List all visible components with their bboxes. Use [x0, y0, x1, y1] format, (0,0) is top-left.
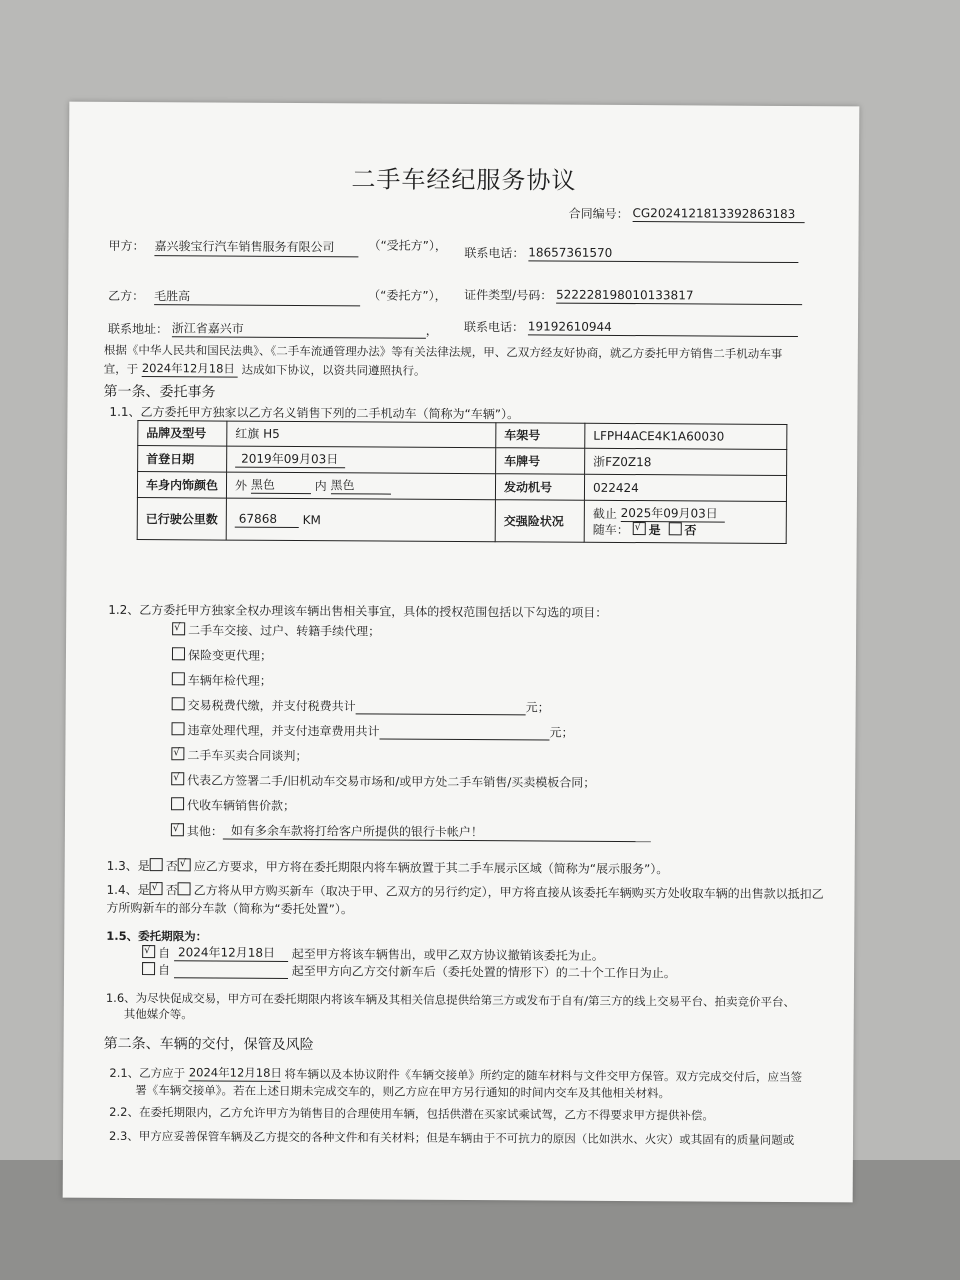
- option-8: 代收车辆销售价款；: [171, 797, 295, 814]
- option-7: √代表乙方签署二手/旧机动车交易市场和/或甲方处二手车销售/买卖模板合同；: [171, 772, 595, 791]
- option-checkbox[interactable]: [172, 647, 185, 660]
- reg-date-label: 首登日期: [138, 446, 227, 473]
- party-a-label: 甲方：: [108, 238, 145, 254]
- clause-1-4-no-checkbox[interactable]: [178, 882, 191, 895]
- insurance-value: 截止 2025年09月03日 随车： √ 是 否: [584, 500, 786, 543]
- party-b-phone: 联系电话： 19192610944: [464, 318, 798, 337]
- term-a-checkbox[interactable]: [142, 945, 155, 958]
- party-b-name: 毛胜高: [154, 288, 360, 306]
- reg-date-value: 2019年09月03日: [227, 446, 496, 474]
- color-value: 外 黑色 内 黑色: [226, 472, 495, 500]
- clause-2-3: 2.3、甲方应妥善保管车辆及乙方提交的各种文件和有关材料；但是车辆由于不可抗力的原因（比如洪水、火灾）或其固有的质量问题或: [108, 1128, 795, 1148]
- mileage-value: 67868 KM: [226, 498, 495, 542]
- article-1-title: 第一条、委托事务: [103, 383, 216, 401]
- preamble-line-2: 宜，于 2024年12月18日 达成如下协议，以资共同遵照执行。: [103, 361, 426, 378]
- party-a-name: 嘉兴骏宝行汽车销售服务有限公司: [154, 238, 358, 257]
- vehicle-table: [137, 420, 788, 544]
- document-title: 二手车经纪服务协议: [351, 165, 577, 195]
- clause-1-2: 1.2、乙方委托甲方独家全权办理该车辆出售相关事宜，具体的授权范围包括以下勾选的项目：: [108, 602, 608, 620]
- vin-label: 车架号: [496, 423, 585, 449]
- option-checkbox[interactable]: [172, 622, 185, 635]
- option-5: 违章处理代理，并支付违章费用共计 元；: [171, 722, 573, 740]
- term-option-b: 自 起至甲方向乙方交付新车后（委托处置的情形下）的二十个工作日为止。: [142, 962, 676, 981]
- plate-label: 车牌号: [496, 448, 585, 475]
- option-1: √二手车交接、过户、转籍手续代理；: [172, 622, 380, 639]
- plate-value: 浙FZ0Z18: [585, 448, 787, 475]
- address: 联系地址： 浙江省嘉兴市 ，: [107, 321, 438, 338]
- table-row: [138, 446, 787, 476]
- option-checkbox[interactable]: [172, 697, 185, 710]
- option-9: √其他： 如有多余车款将打给客户所提供的银行卡帐户！: [171, 822, 651, 842]
- option-2: 保险变更代理；: [172, 647, 272, 664]
- clause-1-4: 1.4、是√ 否 乙方将从甲方购买新车（取决于甲、乙双方的另行约定），甲方将直接从该委托车辆购买方处收取车辆的出售款以抵扣乙: [106, 882, 823, 902]
- engine-label: 发动机号: [495, 474, 584, 501]
- option-6: √二手车买卖合同谈判；: [171, 747, 307, 764]
- party-b-id: 证件类型/号码： 522228198010133817: [464, 286, 802, 305]
- option-checkbox[interactable]: [171, 772, 184, 785]
- table-row: [137, 472, 786, 502]
- mileage-label: 已行驶公里数: [137, 498, 226, 541]
- brand-value: 红旗 H5: [227, 421, 496, 448]
- insurance-yes-checkbox[interactable]: [633, 522, 646, 535]
- article-2-title: 第二条、车辆的交付，保管及风险: [103, 1035, 314, 1054]
- option-checkbox[interactable]: [171, 823, 184, 836]
- engine-value: 022424: [584, 474, 786, 501]
- clause-2-1-cont: 署《车辆交接单》。若在上述日期未完成交车的，则乙方应在甲方另行通知的时间内交车及其他相关材料。: [135, 1083, 671, 1101]
- clause-1-3-yes-checkbox[interactable]: [150, 858, 163, 871]
- party-a-role: （“受托方”），: [368, 238, 447, 253]
- color-label: 车身内饰颜色: [137, 472, 226, 499]
- option-checkbox[interactable]: [171, 797, 184, 810]
- clause-1-5-title: 1.5、委托期限为：: [106, 928, 208, 944]
- option-4: 交易税费代缴，并支付税费共计 元；: [172, 697, 550, 715]
- party-a-phone: 联系电话： 18657361570: [464, 244, 798, 263]
- clause-1-1: 1.1、乙方委托甲方独家以乙方名义销售下列的二手机动车（简称为“车辆”）。: [109, 404, 520, 422]
- table-row: [137, 498, 786, 544]
- party-b-label: 乙方：: [108, 288, 145, 304]
- contract-number: 合同编号： CG2024121813392863183: [569, 205, 805, 223]
- clause-1-6: 1.6、为尽快促成交易，甲方可在委托期限内将该车辆及其相关信息提供给第三方或发布于自有/第三方的线上交易平台、拍卖竞价平台、: [105, 990, 796, 1010]
- option-checkbox[interactable]: [172, 672, 185, 685]
- option-checkbox[interactable]: [171, 747, 184, 760]
- authorization-options: [172, 622, 772, 840]
- term-option-a: √自 2024年12月18日 起至甲方将该车辆售出，或甲乙双方协议撤销该委托为止。: [142, 944, 604, 964]
- clause-1-3: 1.3、是 否√ 应乙方要求，甲方将在委托期限内将车辆放置于其二手车展示区域（简称为“展示服务”）。: [107, 858, 669, 877]
- clause-1-6-cont: 其他媒介等。: [123, 1006, 193, 1022]
- option-checkbox[interactable]: [171, 722, 184, 735]
- insurance-no-checkbox[interactable]: [668, 522, 681, 535]
- clause-1-3-no-checkbox[interactable]: [178, 858, 191, 871]
- preamble-line-1: 根据《中华人民共和国民法典》、《二手车流通管理办法》等有关法律法规，甲、乙双方经友好协商，就乙方委托甲方销售二手机动车事: [103, 342, 783, 361]
- vin-value: LFPH4ACE4K1A60030: [585, 423, 787, 449]
- term-b-checkbox[interactable]: [142, 962, 155, 975]
- insurance-label: 交强险状况: [495, 500, 584, 543]
- contract-page: [63, 102, 860, 1203]
- clause-1-4-cont: 方所购新车的部分车款（简称为“委托处置”）。: [106, 900, 353, 917]
- clause-1-4-yes-checkbox[interactable]: [150, 882, 163, 895]
- clause-2-2: 2.2、在委托期限内，乙方允许甲方为销售目的合理使用车辆，包括供潜在买家试乘试驾，乙方不得要求甲方提供补偿。: [109, 1104, 715, 1123]
- party-b-role: （“委托方”），: [368, 288, 447, 303]
- option-3: 车辆年检代理；: [172, 672, 272, 689]
- clause-2-1: 2.1、乙方应于 2024年12月18日 将车辆以及本协议附件《车辆交接单》所约定的随车材料与文件交甲方保管。双方完成交付后，应当签: [109, 1065, 803, 1085]
- brand-label: 品牌及型号: [138, 421, 227, 447]
